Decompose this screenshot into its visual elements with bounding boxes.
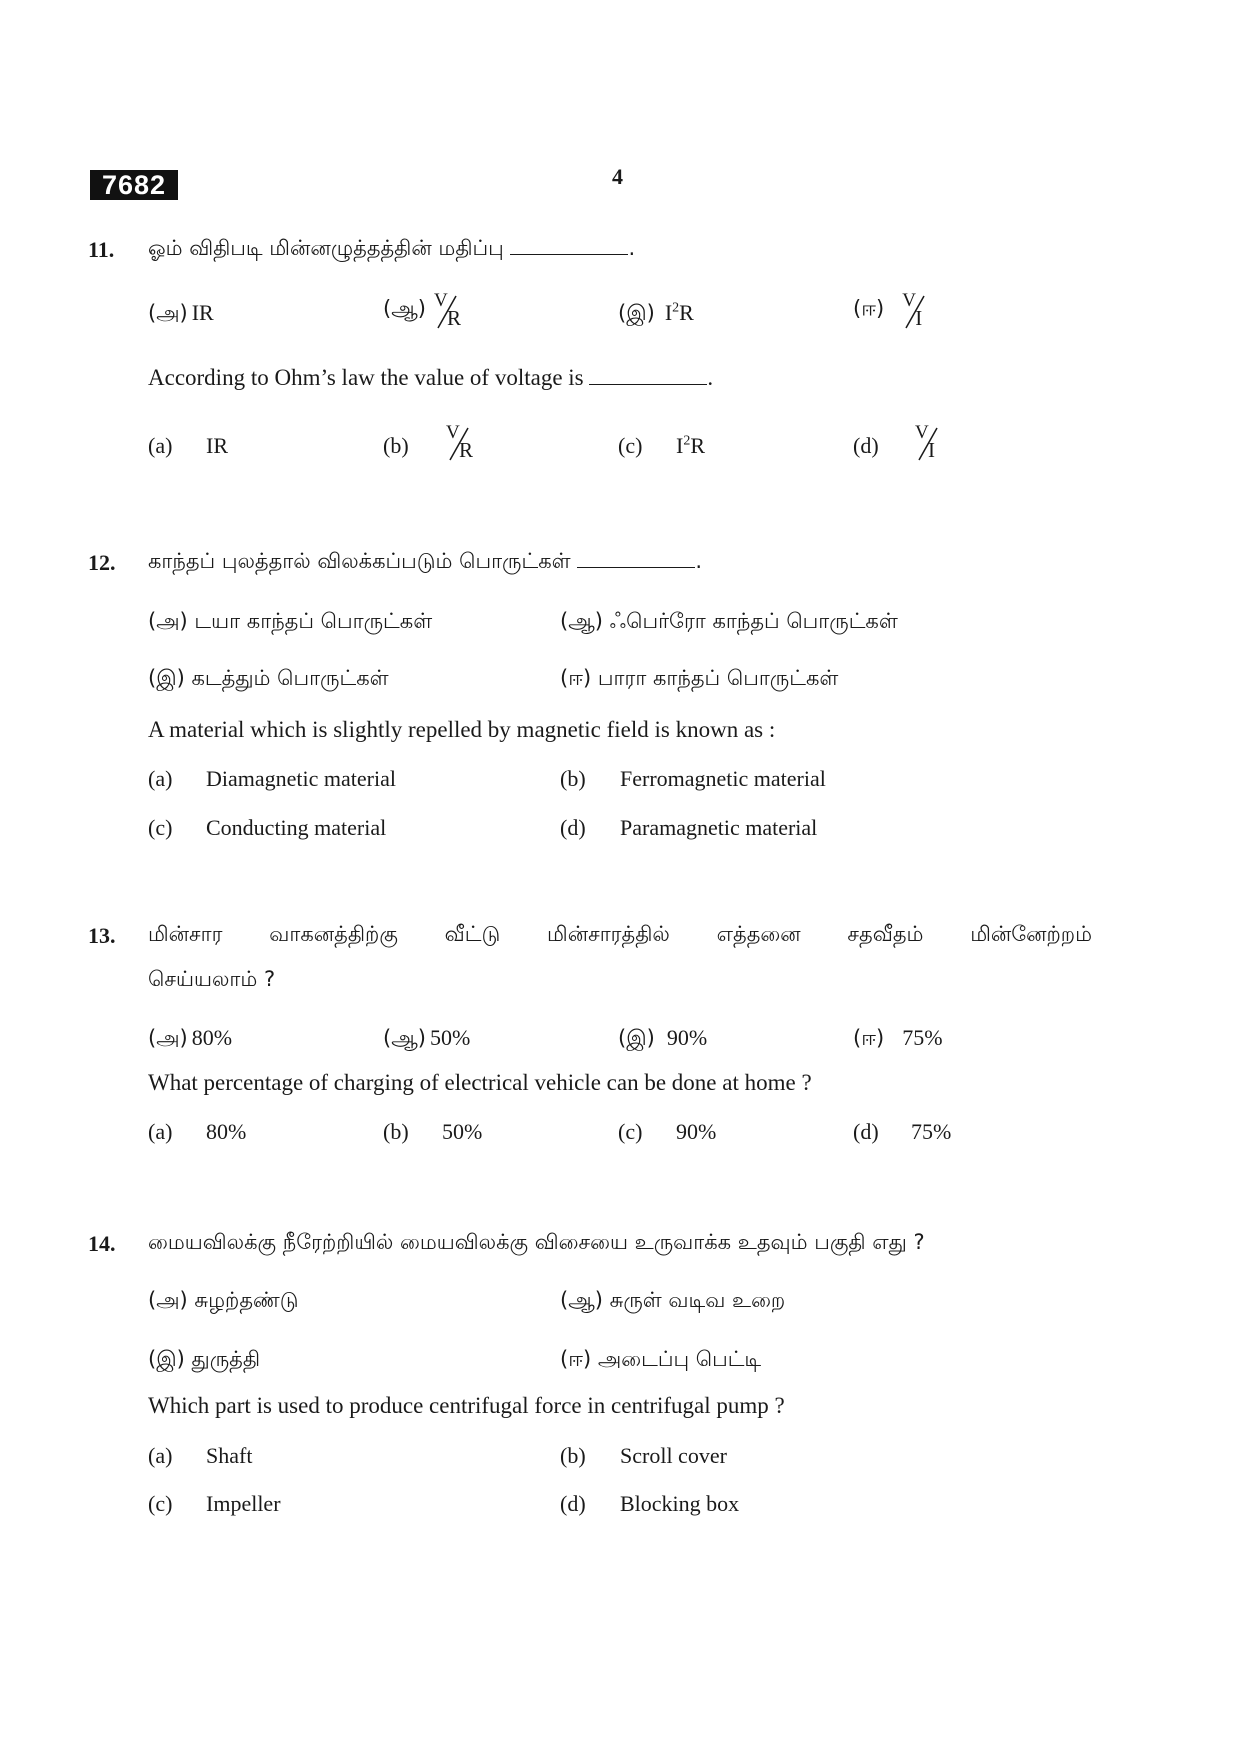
question-13-tamil-line1: மின்சார வாகனத்திற்கு வீட்டு மின்சாரத்தில் எத்தனை சதவீதம் மின்னேற்றம்	[148, 922, 1092, 946]
question-11-tamil-text: ஓம் விதிபடி மின்னழுத்தத்தின் மதிப்பு	[148, 236, 504, 260]
question-13-number: 13.	[88, 923, 116, 948]
q11-tamil-option-1	[148, 300, 214, 328]
question-13-tamil-line2: செய்யலாம் ?	[148, 967, 276, 991]
fraction-denominator: R	[446, 306, 461, 330]
option-text: பாரா காந்தப் பொருட்கள்	[597, 666, 839, 690]
q11-tamil-option-4	[853, 292, 932, 332]
q12-english-option-b-text: Ferromagnetic material	[620, 766, 826, 791]
option-label: (ஈ)	[560, 666, 592, 690]
question-end-dot: .	[628, 236, 636, 260]
option-label: (ஈ)	[560, 1347, 592, 1371]
q11-tamil-option-2	[383, 292, 464, 332]
q14-english-option-c-text: Impeller	[206, 1491, 281, 1516]
option-text: ஃபெர்ரோ காந்தப் பொருட்கள்	[609, 609, 898, 633]
question-12-tamil	[148, 549, 702, 576]
question-11-tamil	[148, 236, 635, 263]
q14-english-option-a-label: (a)	[148, 1443, 173, 1468]
q14-english-option-d-text: Blocking box	[620, 1491, 740, 1516]
q12-english-option-c-label: (c)	[148, 815, 173, 840]
q13-english-option-a-text: 80%	[206, 1119, 247, 1144]
answer-blank	[510, 236, 628, 255]
fraction-numerator: V	[446, 422, 460, 443]
option-text: சுருள் வடிவ உறை	[609, 1288, 786, 1312]
option-text: 75%	[902, 1025, 943, 1050]
q14-tamil-option-2	[560, 1288, 785, 1315]
question-11-number: 11.	[88, 237, 115, 262]
answer-blank	[577, 549, 695, 568]
question-14-english-text: Which part is used to produce centrifugal force in centrifugal pump ?	[148, 1393, 785, 1418]
option-label: (ஆ)	[383, 1026, 426, 1050]
option-text: துருத்தி	[191, 1347, 261, 1371]
option-text: $I^2R$	[664, 300, 694, 325]
fraction-numerator: V	[915, 422, 929, 443]
question-end-dot: .	[695, 549, 702, 573]
q14-tamil-option-3	[148, 1347, 260, 1374]
fraction-v-over-r	[430, 292, 464, 332]
q13-english-option-c-text: 90%	[676, 1119, 717, 1144]
option-label: (இ)	[618, 301, 655, 325]
option-label: (ஆ)	[383, 296, 426, 321]
q11-tamil-option-3	[618, 300, 694, 328]
fraction-numerator: V	[902, 290, 916, 311]
question-12-english-text: A material which is slightly repelled by magnetic field is known as :	[148, 717, 776, 742]
option-label: (ஆ)	[560, 609, 603, 633]
option-text: IR	[191, 300, 214, 325]
option-label: (இ)	[148, 666, 185, 690]
question-14-tamil-text: மையவிலக்கு நீரேற்றியில் மையவிலக்கு விசையை உருவாக்க உதவும் பகுதி எது ?	[148, 1230, 925, 1254]
q12-tamil-option-1	[148, 609, 432, 636]
fraction-v-over-i	[898, 292, 932, 332]
option-text: சுழற்தண்டு	[194, 1288, 299, 1312]
q14-english-option-d-label: (d)	[560, 1491, 586, 1516]
fraction-denominator: I	[915, 306, 923, 330]
q11-english-option-b-fraction	[442, 424, 476, 464]
question-11-english	[148, 365, 713, 391]
option-label: (ஆ)	[560, 1288, 603, 1312]
answer-blank	[589, 366, 707, 385]
option-label: (இ)	[618, 1026, 655, 1050]
option-text: கடத்தும் பொருட்கள்	[191, 666, 389, 690]
q13-tamil-option-3	[618, 1025, 707, 1053]
q11-english-option-a-text: IR	[206, 433, 228, 458]
q12-english-option-d-label: (d)	[560, 815, 586, 840]
q11-english-option-c-label: (c)	[618, 433, 643, 458]
question-14-number: 14.	[88, 1231, 116, 1256]
q13-english-option-b-label: (b)	[383, 1119, 409, 1144]
q11-english-option-d-label: (d)	[853, 433, 879, 458]
q13-tamil-option-1	[148, 1025, 232, 1053]
q14-english-option-b-label: (b)	[560, 1443, 586, 1468]
question-13-english-text: What percentage of charging of electrical vehicle can be done at home ?	[148, 1070, 812, 1095]
q13-english-option-d-label: (d)	[853, 1119, 879, 1144]
q11-english-option-c-text: $I^2R$	[676, 433, 706, 458]
q13-english-option-d-text: 75%	[911, 1119, 952, 1144]
q12-tamil-option-4	[560, 666, 838, 693]
q12-english-option-b-label: (b)	[560, 766, 586, 791]
option-label: (இ)	[148, 1347, 185, 1371]
q12-english-option-a-text: Diamagnetic material	[206, 766, 396, 791]
q13-english-option-a-label: (a)	[148, 1119, 173, 1144]
q14-english-option-c-label: (c)	[148, 1491, 173, 1516]
fraction-v-over-i	[911, 424, 945, 464]
fraction-denominator: R	[459, 438, 474, 462]
q12-english-option-c-text: Conducting material	[206, 815, 387, 840]
q13-english-option-c-label: (c)	[618, 1119, 643, 1144]
q11-english-option-d-fraction	[911, 424, 945, 464]
q14-tamil-option-1	[148, 1288, 298, 1315]
option-label: (அ)	[148, 609, 188, 633]
fraction-v-over-r	[442, 424, 476, 464]
q13-english-option-b-text: 50%	[442, 1119, 483, 1144]
q11-english-option-a-label: (a)	[148, 433, 173, 458]
option-text: டயா காந்தப் பொருட்கள்	[194, 609, 433, 633]
fraction-denominator: I	[928, 438, 935, 462]
option-label: (அ)	[148, 1288, 188, 1312]
option-label: (அ)	[148, 301, 188, 325]
question-11-english-text: According to Ohm’s law the value of voltage is	[148, 365, 584, 390]
option-label: (அ)	[148, 1026, 188, 1050]
question-end-dot: .	[707, 365, 714, 390]
option-label: (ஈ)	[853, 1026, 885, 1050]
q12-english-option-a-label: (a)	[148, 766, 173, 791]
fraction-numerator: V	[433, 290, 448, 311]
option-label: (ஈ)	[853, 296, 885, 321]
q13-tamil-option-2	[383, 1025, 470, 1053]
q12-tamil-option-2	[560, 609, 898, 636]
option-text: 90%	[666, 1025, 708, 1050]
option-text: 80%	[191, 1025, 233, 1050]
option-text: அடைப்பு பெட்டி	[597, 1347, 762, 1371]
question-12-tamil-text: காந்தப் புலத்தால் விலக்கப்படும் பொருட்கள்	[148, 549, 571, 573]
q14-english-option-a-text: Shaft	[206, 1443, 253, 1468]
q12-english-option-d-text: Paramagnetic material	[620, 815, 818, 840]
paper-code-badge: 7682	[90, 170, 178, 200]
option-text: 50%	[429, 1025, 471, 1050]
q13-tamil-option-4	[853, 1025, 943, 1053]
page-number: 4	[612, 164, 623, 189]
question-12-number: 12.	[88, 550, 116, 575]
q14-english-option-b-text: Scroll cover	[620, 1443, 727, 1468]
q14-tamil-option-4	[560, 1347, 761, 1374]
q11-english-option-b-label: (b)	[383, 433, 409, 458]
q12-tamil-option-3	[148, 666, 389, 693]
